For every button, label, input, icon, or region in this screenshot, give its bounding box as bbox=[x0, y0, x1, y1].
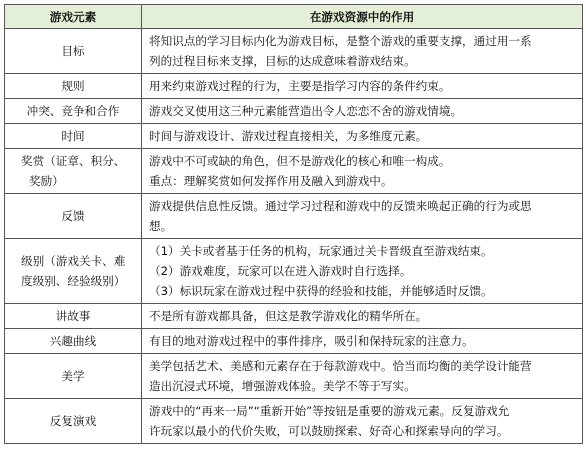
element-text: 级别（游戏关卡、难 bbox=[21, 254, 126, 268]
element-text: 度级别、经验级别） bbox=[21, 274, 126, 288]
element-text: 时间 bbox=[61, 129, 85, 143]
table-row bbox=[5, 29, 583, 74]
header-game-element: 游戏元素 bbox=[5, 5, 142, 29]
table-row bbox=[5, 194, 583, 239]
table-row bbox=[5, 149, 583, 194]
role-cell bbox=[142, 149, 583, 194]
table-row bbox=[5, 304, 583, 329]
role-text: 游戏中的“再来一局”“重新开始”等按钮是重要的游戏元素。反复游戏允 bbox=[149, 404, 510, 418]
role-text: 列的过程目标来支撑，目标的达成意味着游戏结束。 bbox=[149, 54, 416, 68]
table-header-row bbox=[5, 5, 583, 29]
header-role-in-resources: 在游戏资源中的作用 bbox=[142, 5, 583, 29]
role-cell bbox=[142, 304, 583, 329]
element-text: 反馈 bbox=[61, 209, 85, 223]
element-cell bbox=[5, 399, 142, 444]
element-cell bbox=[5, 239, 142, 304]
element-cell bbox=[5, 74, 142, 99]
table-row bbox=[5, 399, 583, 444]
role-cell bbox=[142, 124, 583, 149]
element-text: 美学 bbox=[61, 369, 85, 383]
role-text: 游戏交叉使用这三种元素能营造出令人恋恋不舍的游戏情境。 bbox=[149, 104, 463, 118]
element-cell bbox=[5, 149, 142, 194]
element-text: 兴趣曲线 bbox=[49, 334, 97, 348]
role-cell bbox=[142, 354, 583, 399]
table-row bbox=[5, 329, 583, 354]
role-text: 想。 bbox=[149, 219, 173, 233]
role-text: 游戏提供信息性反馈。通过学习过程和游戏中的反馈来唤起正确的行为或思 bbox=[149, 199, 532, 213]
role-text: （1）关卡或者基于任务的机构，玩家通过关卡晋级直至游戏结束。 bbox=[149, 244, 493, 258]
role-text: 时间与游戏设计、游戏过程直接相关，为多维度元素。 bbox=[149, 129, 428, 143]
role-text: 用来约束游戏过程的行为，主要是指学习内容的条件约束。 bbox=[149, 79, 451, 93]
role-text: 美学包括艺术、美感和元素存在于每款游戏中。恰当而均衡的美学设计能营 bbox=[149, 359, 532, 373]
element-cell bbox=[5, 194, 142, 239]
role-text: 造出沉浸式环境，增强游戏体验。美学不等于写实。 bbox=[149, 379, 416, 393]
role-text: （2）游戏难度，玩家可以在进入游戏时自行选择。 bbox=[149, 264, 412, 278]
role-text: （3）标识玩家在游戏过程中获得的经验和技能，并能够适时反馈。 bbox=[149, 284, 493, 298]
element-text: 冲突、竞争和合作 bbox=[26, 104, 120, 118]
table-row bbox=[5, 354, 583, 399]
element-cell bbox=[5, 329, 142, 354]
role-text: 将知识点的学习目标内化为游戏目标，是整个游戏的重要支撑，通过用一系 bbox=[149, 34, 532, 48]
role-cell bbox=[142, 99, 583, 124]
role-cell bbox=[142, 329, 583, 354]
role-cell bbox=[142, 239, 583, 304]
element-text: 奖赏（证章、积分、 bbox=[21, 154, 126, 168]
element-text: 反复演戏 bbox=[49, 414, 97, 428]
table-row bbox=[5, 124, 583, 149]
role-cell bbox=[142, 194, 583, 239]
table-row bbox=[5, 99, 583, 124]
role-cell bbox=[142, 399, 583, 444]
table-row bbox=[5, 239, 583, 304]
element-cell bbox=[5, 29, 142, 74]
role-text: 许玩家以最小的代价失败，可以鼓励探索、好奇心和探索导向的学习。 bbox=[149, 424, 509, 438]
role-cell bbox=[142, 29, 583, 74]
role-text: 不是所有游戏都具备，但这是教学游戏化的精华所在。 bbox=[149, 309, 428, 323]
element-cell bbox=[5, 354, 142, 399]
role-text: 游戏中不可或缺的角色，但不是游戏化的核心和唯一构成。 bbox=[149, 154, 451, 168]
element-cell bbox=[5, 124, 142, 149]
game-elements-table bbox=[4, 4, 583, 444]
table-row bbox=[5, 74, 583, 99]
element-cell bbox=[5, 99, 142, 124]
role-text: 重点：理解奖赏如何发挥作用及融入到游戏中。 bbox=[149, 174, 393, 188]
element-text: 讲故事 bbox=[55, 309, 91, 323]
role-text: 有目的地对游戏过程中的事件排序，吸引和保持玩家的注意力。 bbox=[149, 334, 474, 348]
element-cell bbox=[5, 304, 142, 329]
role-cell bbox=[142, 74, 583, 99]
element-text: 规则 bbox=[61, 79, 85, 93]
element-text: 奖励） bbox=[29, 174, 64, 188]
element-text: 目标 bbox=[61, 44, 85, 58]
